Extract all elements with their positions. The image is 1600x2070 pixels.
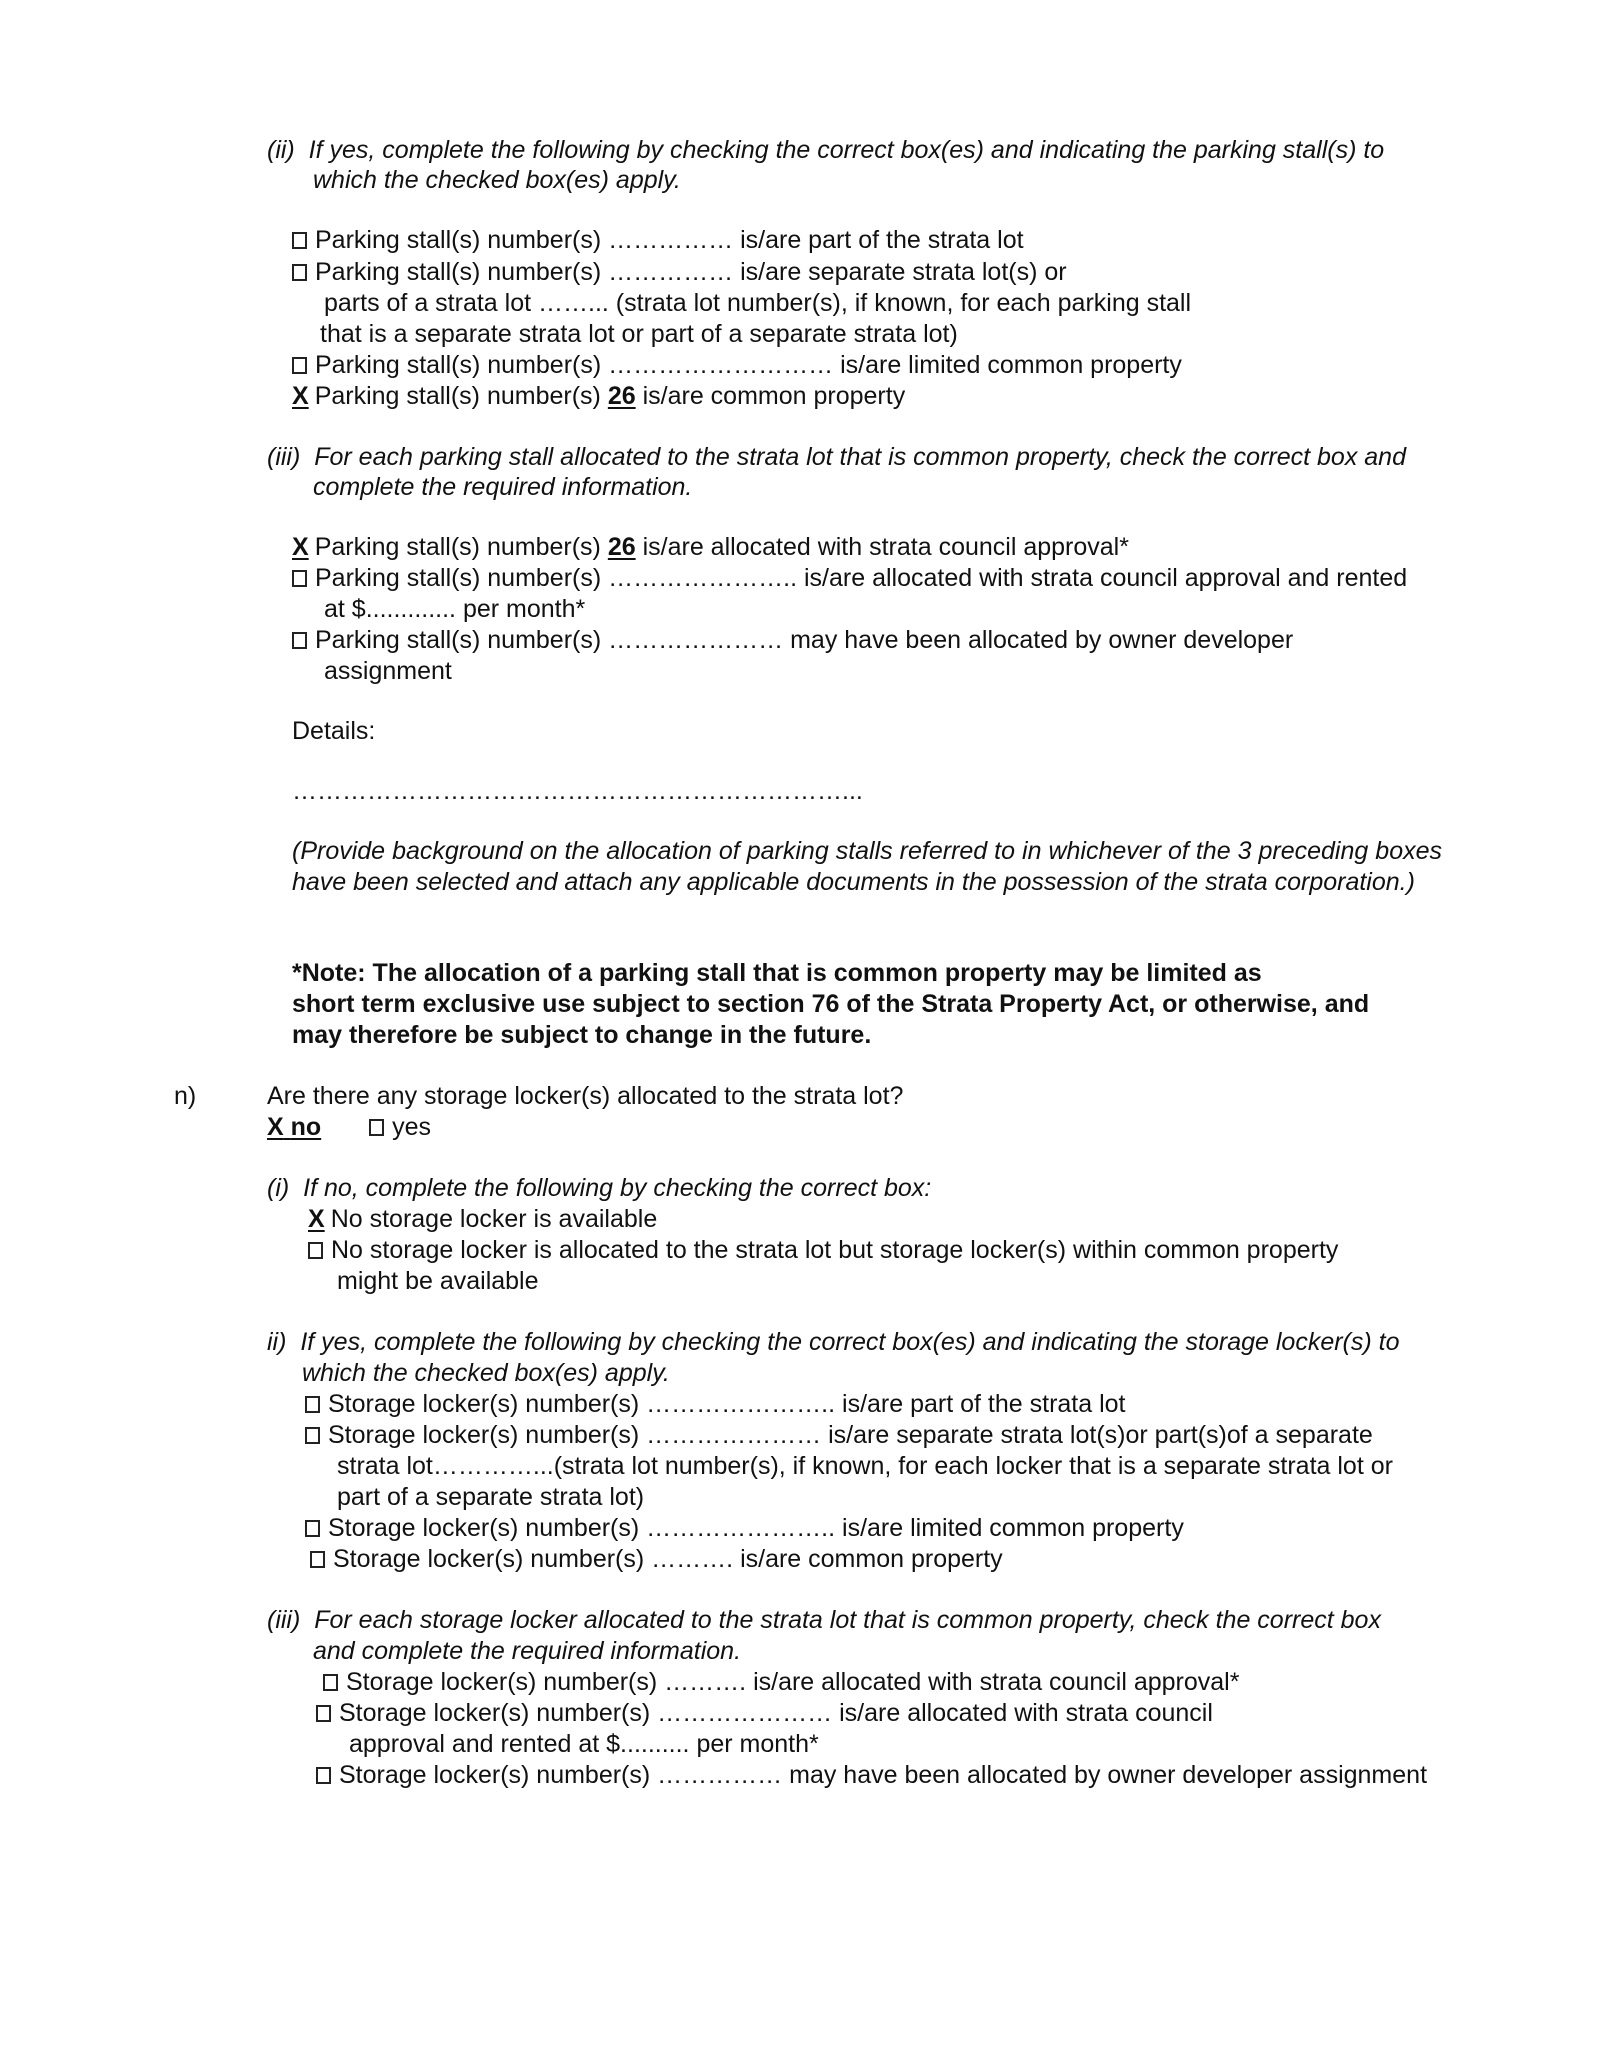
item-label-n: n) (174, 1082, 197, 1110)
checkbox-unchecked[interactable] (316, 1767, 331, 1784)
parking-stall-common-option: X Parking stall(s) number(s) 26 is/are common property (292, 382, 906, 410)
background-instructions: (Provide background on the allocation of parking stalls referred to in whichever of the 3 preceding boxes have been selected and attach any applicable documents in the possession of the strata corporation.) (292, 837, 1442, 896)
checkbox-checked-x[interactable]: X (308, 1205, 325, 1233)
locker-number-field[interactable]: …………… (657, 1761, 783, 1789)
heading-text: If yes, complete the following by checking the correct box(es) and indicating the parking stall(s) to (308, 136, 1385, 164)
sub-label: (ii) (267, 136, 295, 164)
locker-allocated-council-approval-option: Storage locker(s) number(s) ………. is/are allocated with strata council approval* (323, 1667, 1239, 1698)
locker-number-field[interactable]: ………. (664, 1668, 747, 1696)
locker-allocated-rented-option: Storage locker(s) number(s) ………………… is/are allocated with strata council (316, 1698, 1213, 1729)
locker-number-field[interactable]: ………………… (657, 1699, 833, 1727)
checkbox-unchecked[interactable] (292, 570, 307, 587)
parking-allocated-council-approval-option: X Parking stall(s) number(s) 26 is/are allocated with strata council approval* (292, 533, 1129, 561)
storage-sub-iii-heading: (iii) For each storage locker allocated to the strata lot that is common property, check the correct box (267, 1606, 1381, 1634)
checkbox-checked-x[interactable]: X (292, 533, 309, 561)
details-label: Details: (292, 717, 376, 745)
stall-number-field[interactable]: ……………………… (608, 351, 834, 379)
checkbox-unchecked[interactable] (305, 1396, 320, 1413)
storage-sub-i-heading: (i) If no, complete the following by checking the correct box: (267, 1174, 932, 1202)
no-locker-available-option: X No storage locker is available (308, 1205, 658, 1233)
heading-text: which the checked box(es) apply. (313, 166, 681, 194)
locker-number-field[interactable]: ………………….. (646, 1390, 836, 1418)
parking-sub-iii-heading: (iii) For each parking stall allocated to the strata lot that is common property, check the correct box and (267, 443, 1406, 471)
storage-answer-row: X no yes (267, 1113, 431, 1141)
parking-stall-limited-common-option: Parking stall(s) number(s) ……………………… is/are limited common property (292, 350, 1182, 381)
details-field[interactable]: …………………………………………………………... (292, 777, 863, 805)
checkbox-unchecked[interactable] (310, 1551, 325, 1568)
checkbox-unchecked[interactable] (292, 232, 307, 249)
locker-owner-developer-option: Storage locker(s) number(s) …………… may have been allocated by owner developer assignment (316, 1760, 1427, 1791)
locker-common-option: Storage locker(s) number(s) ………. is/are common property (310, 1544, 1003, 1575)
locker-limited-common-option: Storage locker(s) number(s) ………………….. is/are limited common property (305, 1513, 1184, 1544)
stall-number-field[interactable]: …………… (608, 258, 734, 286)
locker-part-of-lot-option: Storage locker(s) number(s) ………………….. is/are part of the strata lot (305, 1389, 1126, 1420)
locker-number-field[interactable]: ………………… (646, 1421, 822, 1449)
storage-sub-ii-heading: ii) If yes, complete the following by checking the correct box(es) and indicating the storage locker(s) to (267, 1328, 1400, 1356)
no-locker-allocated-option: No storage locker is allocated to the strata lot but storage locker(s) within common property (308, 1235, 1338, 1266)
checkbox-unchecked[interactable] (305, 1520, 320, 1537)
checkbox-unchecked[interactable] (308, 1242, 323, 1259)
locker-number-field[interactable]: ………………….. (646, 1514, 836, 1542)
stall-number-field[interactable]: ………………… (608, 626, 784, 654)
stall-number-field[interactable]: …………… (608, 226, 734, 254)
answer-no-checked[interactable]: X no (267, 1113, 322, 1141)
checkbox-unchecked[interactable] (305, 1427, 320, 1444)
storage-question: Are there any storage locker(s) allocated to the strata lot? (267, 1082, 904, 1110)
checkbox-unchecked[interactable] (292, 357, 307, 374)
stall-number-field[interactable]: ………………….. (608, 564, 798, 592)
checkbox-unchecked[interactable] (292, 264, 307, 281)
rent-amount-field[interactable]: .......... (620, 1730, 690, 1758)
strata-lot-number-field[interactable]: ……... (538, 289, 609, 317)
locker-number-field[interactable]: ………. (651, 1545, 734, 1573)
rent-amount-field[interactable]: ............. (365, 595, 456, 623)
parking-stall-part-of-lot-option: Parking stall(s) number(s) …………… is/are part of the strata lot (292, 225, 1024, 256)
answer-yes-checkbox[interactable] (369, 1119, 384, 1136)
parking-allocated-rented-option: Parking stall(s) number(s) ………………….. is/are allocated with strata council approval and rented (292, 563, 1407, 594)
checkbox-unchecked[interactable] (316, 1705, 331, 1722)
checkbox-unchecked[interactable] (292, 632, 307, 649)
stall-number-field[interactable]: 26 (607, 533, 636, 561)
checkbox-checked-x[interactable]: X (292, 382, 309, 410)
stall-number-field[interactable]: 26 (607, 382, 636, 410)
locker-separate-lot-option: Storage locker(s) number(s) ………………… is/are separate strata lot(s)or part(s)of a separate (305, 1420, 1373, 1451)
checkbox-unchecked[interactable] (323, 1674, 338, 1691)
parking-owner-developer-option: Parking stall(s) number(s) ………………… may have been allocated by owner developer (292, 625, 1293, 656)
parking-stall-separate-lot-option: Parking stall(s) number(s) …………… is/are separate strata lot(s) or (292, 257, 1067, 288)
